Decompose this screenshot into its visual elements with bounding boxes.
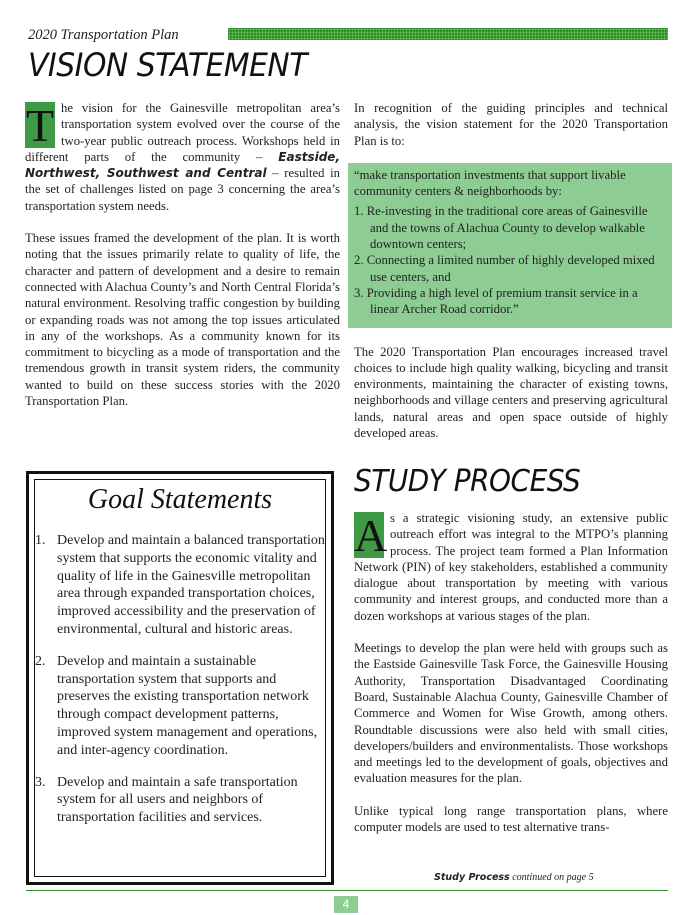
vision-right-column <box>354 100 668 457</box>
goal-item <box>35 774 325 827</box>
study-process-heading: STUDY PROCESS <box>354 464 581 499</box>
goal-item <box>35 653 325 760</box>
dropcap-t: T <box>25 100 55 151</box>
continued-page-ref: continued on page 5 <box>509 872 594 883</box>
goal-text: Develop and maintain a safe transportation system for all users and neighbors of transportation facilities and services. <box>57 774 298 826</box>
goal-number: 1. <box>35 533 46 548</box>
goal-text: Develop and maintain a balanced transportation system that supports the economic vitality and quality of life in the Gainesville metropolitan area through expanded transportation choices, improved accessibility and the preservation of environmental, cultural and historic areas. <box>57 533 325 637</box>
vision-paragraph-4: The 2020 Transportation Plan encourages increased travel choices to include high quality walking, bicycling and transit environments, maintaining the character of existing towns, neighborhoods and village centers and preserving agricultural lands, natural areas and open space outside of highly developed areas. <box>354 344 668 441</box>
study-paragraph-1 <box>354 510 668 624</box>
study-process-column <box>354 510 668 851</box>
vision-statement-heading: VISION STATEMENT <box>28 46 307 84</box>
vision-p1-text-b: – resulted in the set of challenges listed on page 3 concerning the area’s transportation system needs. <box>25 166 340 213</box>
dropcap-a: A <box>354 510 388 561</box>
document-label: 2020 Transportation Plan <box>28 27 179 43</box>
page-number: 4 <box>334 896 358 913</box>
header-green-bar <box>228 28 668 40</box>
vision-quote-item: 1. Re-investing in the traditional core areas of Gainesville and the towns of Alachua County to develop walkable downtown centers; <box>354 204 648 252</box>
study-paragraph-3: Unlike typical long range transportation plans, where computer models are used to test alternative trans- <box>354 803 668 835</box>
vision-paragraph-1 <box>25 100 340 214</box>
goal-statements-box <box>26 471 334 885</box>
goal-number: 2. <box>35 653 46 669</box>
vision-left-column <box>25 100 340 425</box>
workshop-areas-emphasis: Eastside, Northwest, Southwest and Central <box>25 149 340 181</box>
footer-rule <box>26 890 668 891</box>
goal-text: Develop and maintain a sustainable transportation system that supports and preserves the existing transportation network through compact development patterns, improved system management and operations, and inter-agency coordination. <box>57 653 318 758</box>
vision-quote-item: 3. Providing a high level of premium transit service in a linear Archer Road corridor.” <box>354 285 638 317</box>
vision-paragraph-2: These issues framed the development of the plan. It is worth noting that the issues primarily relate to quality of life, the character and pattern of development and a desire to remain connected with Alachua County’s and North Central Florida’s natural environment. Resolving traffic congestion by building or expanding roads was not among the top issues articulated in any of the workshops. As a community known for its commitment to bicycling as a mode of transportation and the tremendous growth in transit system riders, the community wanted to build on these success stories with the 2020 Transportation Plan. <box>25 231 340 409</box>
vision-paragraph-3: In recognition of the guiding principles and technical analysis, the vision statement for the 2020 Transportation Plan is to: <box>354 101 668 148</box>
goal-number: 3. <box>35 774 46 790</box>
continued-section-name: Study Process <box>434 872 510 883</box>
vision-p1-text-a: he vision for the Gainesville metropolitan area’s transportation system evolved over the course of the two-year public outreach process. Workshops held in different parts of the community – <box>25 101 340 164</box>
vision-quote-box <box>348 163 672 328</box>
goal-item <box>35 532 325 639</box>
vision-quote-lead: “make transportation investments that support livable community centers & neighborhoods by: <box>354 167 626 199</box>
continued-note <box>434 872 594 883</box>
study-p1-text: s a strategic visioning study, an extensive public outreach effort was integral to the MTPO’s planning process. The project team formed a Plan Information Network (PIN) of key stakeholders, established a community dialogue about transportation by meeting with various community and interest groups, and conducted more than a dozen workshops at various stages of the plan. <box>354 511 668 623</box>
vision-quote-list <box>354 203 662 317</box>
study-paragraph-2: Meetings to develop the plan were held with groups such as the Eastside Gainesville Task Force, the Gainesville Housing Authority, Transportation Disadvantaged Coordinating Board, Sustainable Alachua County, Gainesville Chamber of Commerce and Women for Wise Growth, among others. Roundtable discussions were also held with small cities, developers/builders and environmentalists. Those workshops and meetings led to the development of goals, objectives and evaluation measures for the plan. <box>354 641 668 786</box>
goal-list <box>35 532 325 841</box>
vision-quote-item: 2. Connecting a limited number of highly developed mixed use centers, and <box>354 253 655 284</box>
goal-statements-heading: Goal Statements <box>87 484 273 515</box>
